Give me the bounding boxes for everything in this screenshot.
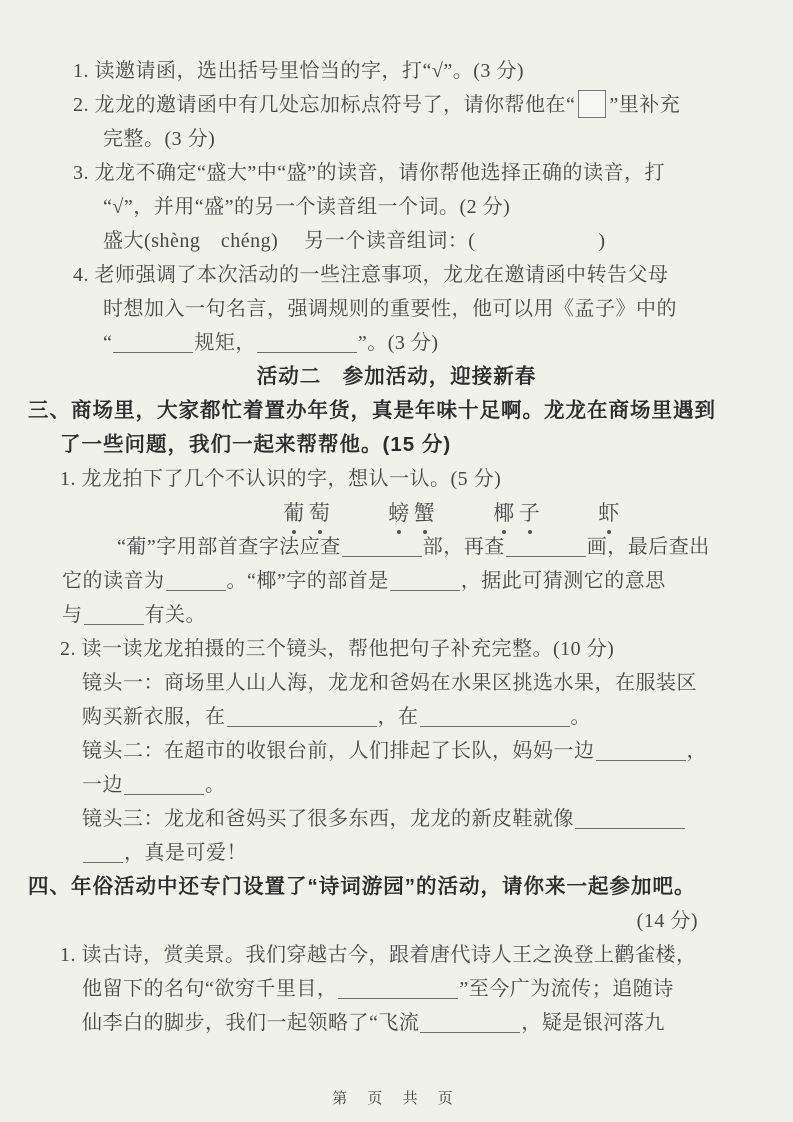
question-line: “葡”字用部首查字法应查 部，再查 画，最后查出 [117,536,710,558]
question-line: 1. 龙龙拍下了几个不认识的字，想认一认。(5 分) [60,468,502,490]
dotted-character: 子 [519,496,541,530]
answer-blank [390,585,460,591]
answer-blank [338,993,458,999]
answer-blank [420,721,570,727]
answer-blank [342,551,422,557]
vocabulary-word [491,496,542,530]
dotted-character: 椰 [493,496,515,530]
page-footer: 第 页 共 页 [332,1090,461,1107]
answer-blank [420,1027,520,1033]
question-line: 镜头三：龙龙和爸妈买了很多东西，龙龙的新皮鞋就像 [0,802,793,836]
answer-blank [83,857,123,863]
question-line: 2. 龙龙的邀请函中有几处忘加标点符号了，请你帮他在“ ”里补充 [0,88,793,122]
question-line: 4. 老师强调了本次活动的一些注意事项，龙龙在邀请函中转告父母 [73,264,669,286]
question-line: 镜头一：商场里人山人海，龙龙和爸妈在水果区挑选水果，在服装区 [82,672,697,694]
question-line: 1. 读邀请函，选出括号里恰当的字，打“√”。(3 分) [73,60,525,82]
section-heading: 四、年俗活动中还专门设置了“诗词游园”的活动，请你来一起参加吧。 [28,875,696,898]
answer-blank [596,755,686,761]
question-line: 仙李白的脚步，我们一起领略了“飞流 ，疑是银河落九 [82,1012,665,1034]
dotted-character: 虾 [598,496,620,530]
score-label: (14 分) [636,910,698,932]
vocabulary-word [281,496,332,530]
vocabulary-words-line [0,496,793,530]
answer-blank [166,585,226,591]
question-line: 2. 读一读龙龙拍摄的三个镜头，帮他把句子补充完整。(10 分) [60,638,615,660]
answer-blank [506,551,586,557]
question-line: 1. 读古诗，赏美景。我们穿越古今，跟着唐代诗人王之涣登上鹳雀楼， [60,944,697,966]
answer-blank [113,347,193,353]
dotted-character: 葡 [283,496,305,530]
question-line: 盛大(shèng chéng) 另一个读音组词：( ) [103,230,606,252]
question-line: ，真是可爱！ [0,836,793,870]
vocabulary-word [596,496,622,530]
question-line: “ 规矩， ”。(3 分) [103,332,439,354]
answer-blank [257,347,357,353]
vocabulary-word [386,496,437,530]
question-line: 完整。(3 分) [103,128,216,150]
question-line: 镜头二：在超市的收银台前，人们排起了长队，妈妈一边 ， [82,740,707,762]
question-line: 3. 龙龙不确定“盛大”中“盛”的读音，请你帮他选择正确的读音，打 [73,162,666,184]
punctuation-box [578,90,606,118]
dotted-character: 萄 [309,496,331,530]
answer-blank [84,619,144,625]
section-heading-continuation: 了一些问题，我们一起来帮帮他。(15 分) [60,433,452,456]
question-line: 一边 。 [82,774,226,796]
answer-blank [575,823,685,829]
activity-heading: 活动二 参加活动，迎接新春 [256,365,537,388]
answer-blank [227,721,377,727]
dotted-character: 蟹 [414,496,436,530]
question-line: 与 有关。 [62,604,206,626]
section-heading: 三、商场里，大家都忙着置办年货，真是年味十足啊。龙龙在商场里遇到 [28,399,716,422]
question-line: 它的读音为 。“椰”字的部首是 ，据此可猜测它的意思 [62,570,666,592]
question-line: 他留下的名句“欲穷千里目， ”至今广为流传；追随诗 [82,978,674,1000]
question-line: 时想加入一句名言，强调规则的重要性，他可以用《孟子》中的 [103,298,677,320]
question-line: 购买新衣服，在 ，在 。 [82,706,591,728]
dotted-character: 螃 [388,496,410,530]
answer-blank [124,789,204,795]
question-line: “√”，并用“盛”的另一个读音组一个词。(2 分) [103,196,511,218]
